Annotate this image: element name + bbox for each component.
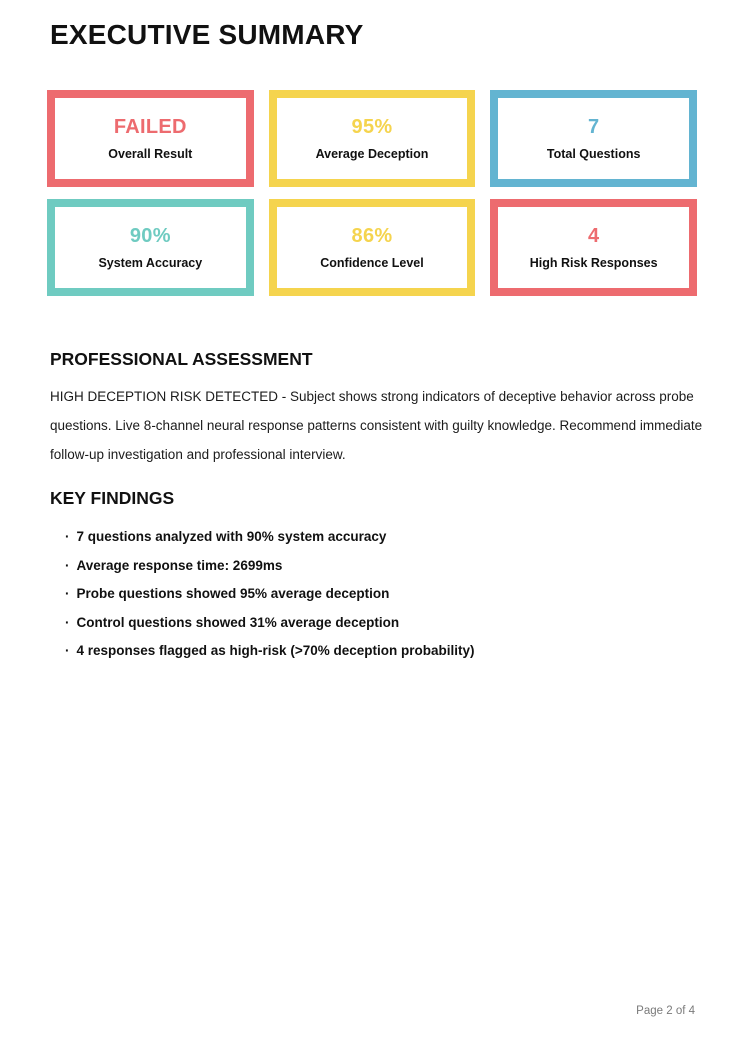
bullet-icon: · — [65, 529, 70, 544]
stat-label: High Risk Responses — [529, 256, 658, 270]
stat-value: 4 — [587, 225, 600, 247]
page-number: Page 2 of 4 — [636, 1005, 695, 1017]
stat-label: Total Questions — [546, 147, 641, 161]
finding-item — [65, 609, 697, 638]
stat-card-total-questions — [490, 90, 697, 187]
stat-label: Average Deception — [315, 147, 429, 161]
bullet-icon: · — [65, 586, 70, 601]
finding-item — [65, 580, 697, 609]
bullet-icon: · — [65, 643, 70, 658]
bullet-icon: · — [65, 614, 70, 630]
page-title: EXECUTIVE SUMMARY — [50, 19, 364, 50]
finding-text: Average response time: 2699ms — [76, 557, 283, 573]
stat-card-overall-result — [47, 90, 254, 187]
finding-text: Control questions showed 31% average deception — [76, 614, 400, 630]
stat-value: 86% — [351, 225, 393, 247]
finding-text: 7 questions analyzed with 90% system accuracy — [76, 529, 387, 544]
finding-item — [65, 637, 697, 666]
stat-label: Overall Result — [108, 147, 193, 161]
stat-value: 95% — [351, 116, 393, 138]
finding-item — [65, 523, 697, 552]
section-heading-key-findings: KEY FINDINGS — [50, 488, 175, 508]
finding-text: 4 responses flagged as high-risk (>70% deception probability) — [76, 643, 475, 658]
stat-label: System Accuracy — [98, 256, 203, 270]
summary-stats-grid — [47, 90, 697, 296]
stat-label: Confidence Level — [320, 256, 424, 270]
finding-text: Probe questions showed 95% average deception — [76, 586, 390, 601]
stat-value: 7 — [587, 116, 600, 138]
stat-card-high-risk-responses — [490, 199, 697, 296]
assessment-text: HIGH DECEPTION RISK DETECTED - Subject shows strong indicators of deceptive behavior across probe questions. Live 8-channel neural response patterns consistent with guilty knowledge. Recommend immediate follow-up investigation and professional interview. — [50, 389, 703, 462]
bullet-icon: · — [65, 557, 70, 573]
finding-item — [65, 552, 697, 581]
stat-card-system-accuracy — [47, 199, 254, 296]
key-findings-list — [65, 523, 697, 666]
stat-card-average-deception — [269, 90, 476, 187]
section-heading-professional-assessment: PROFESSIONAL ASSESSMENT — [50, 349, 313, 369]
stat-card-confidence-level — [269, 199, 476, 296]
stat-value: FAILED — [113, 116, 187, 138]
stat-value: 90% — [129, 225, 171, 247]
